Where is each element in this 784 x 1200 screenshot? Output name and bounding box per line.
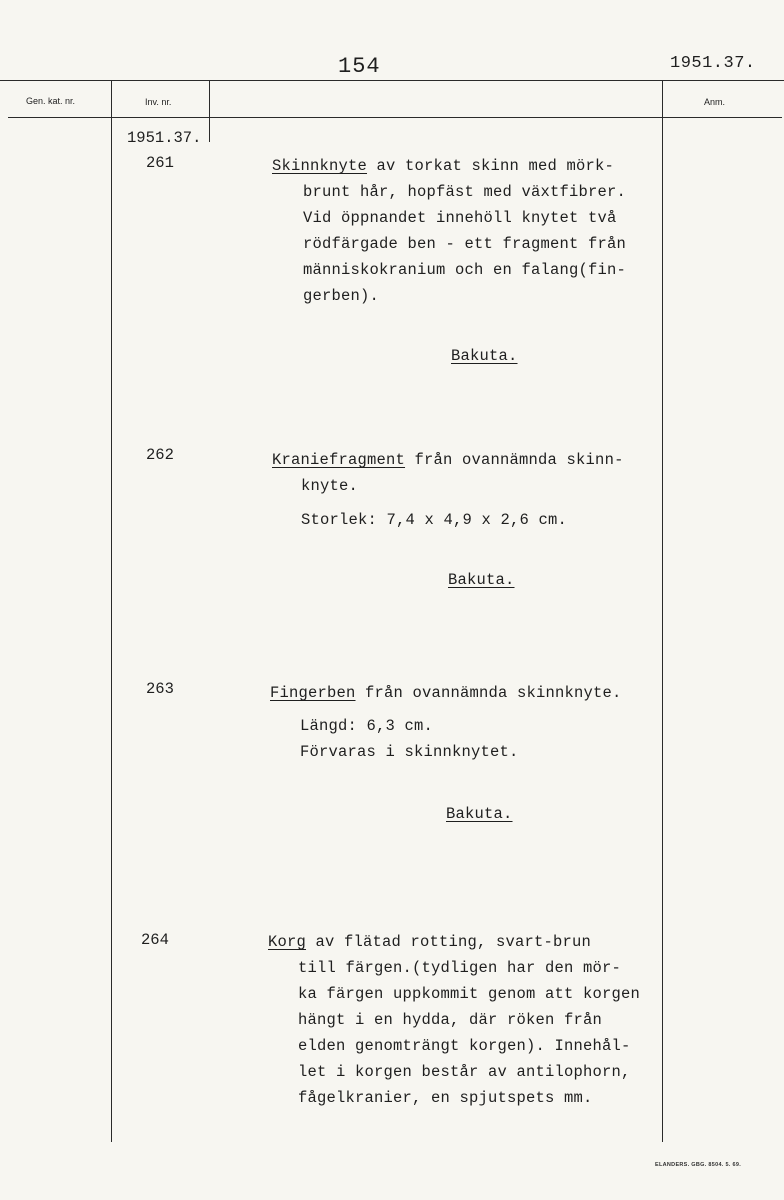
- entry-261-line-4: rödfärgade ben - ett fragment från: [303, 235, 627, 253]
- entry-261-source: Bakuta.: [451, 347, 518, 365]
- entry-264-line-4: hängt i en hydda, där röken från: [298, 1011, 603, 1029]
- header-bottom-rule: [8, 117, 782, 118]
- entry-261-title: Skinnknyte: [272, 157, 368, 175]
- entry-263-line-2: Längd: 6,3 cm.: [300, 717, 434, 735]
- series-number-header: 1951.37.: [670, 54, 756, 73]
- entry-264-line-1: Korg av flätad rotting, svart-brun: [268, 933, 592, 951]
- entry-261-line-5: människokranium och en falang(fin-: [303, 261, 627, 279]
- series-label: 1951.37.: [127, 129, 202, 147]
- printer-imprint: ELANDERS. GBG. 8504. 5. 69.: [655, 1162, 742, 1168]
- header-top-rule: [0, 80, 784, 81]
- entry-264-line-6: let i korgen består av antilophorn,: [298, 1063, 631, 1081]
- column-header-anm: Anm.: [704, 97, 726, 107]
- entry-264-line-3: ka färgen uppkommit genom att korgen: [298, 985, 641, 1003]
- column-header-gen-kat: Gen. kat. nr.: [26, 96, 76, 106]
- inv-column-left-rule: [111, 80, 112, 1142]
- entry-262-source: Bakuta.: [448, 571, 515, 589]
- inv-number-261: 261: [146, 154, 174, 172]
- inv-column-right-rule: [209, 80, 210, 142]
- entry-262-line-3: Storlek: 7,4 x 4,9 x 2,6 cm.: [301, 511, 568, 529]
- entry-264-line-5: elden genomträngt korgen). Innehål-: [298, 1037, 631, 1055]
- entry-261-line-2: brunt hår, hopfäst med växtfibrer.: [303, 183, 627, 201]
- inv-number-264: 264: [141, 931, 169, 949]
- entry-264-line-2: till färgen.(tydligen har den mör-: [298, 959, 622, 977]
- entry-263-line-1: Fingerben från ovannämnda skinnknyte.: [270, 684, 622, 702]
- inv-number-263: 263: [146, 680, 174, 698]
- anm-column-left-rule: [662, 80, 663, 1142]
- entry-263-line-3: Förvaras i skinnknytet.: [300, 743, 519, 761]
- entry-262-line-1: Kraniefragment från ovannämnda skinn-: [272, 451, 624, 469]
- entry-264-title: Korg: [268, 933, 307, 951]
- entry-262-title: Kraniefragment: [272, 451, 406, 469]
- entry-263-source: Bakuta.: [446, 805, 513, 823]
- entry-261-line-6: gerben).: [303, 287, 380, 305]
- inv-number-262: 262: [146, 446, 174, 464]
- entry-261-line-1: Skinnknyte av torkat skinn med mörk-: [272, 157, 615, 175]
- entry-261-line-3: Vid öppnandet innehöll knytet två: [303, 209, 617, 227]
- column-header-inv: Inv. nr.: [145, 97, 172, 107]
- page-number: 154: [338, 54, 381, 79]
- entry-262-line-2: knyte.: [301, 477, 359, 495]
- entry-264-line-7: fågelkranier, en spjutspets mm.: [298, 1089, 593, 1107]
- entry-263-title: Fingerben: [270, 684, 356, 702]
